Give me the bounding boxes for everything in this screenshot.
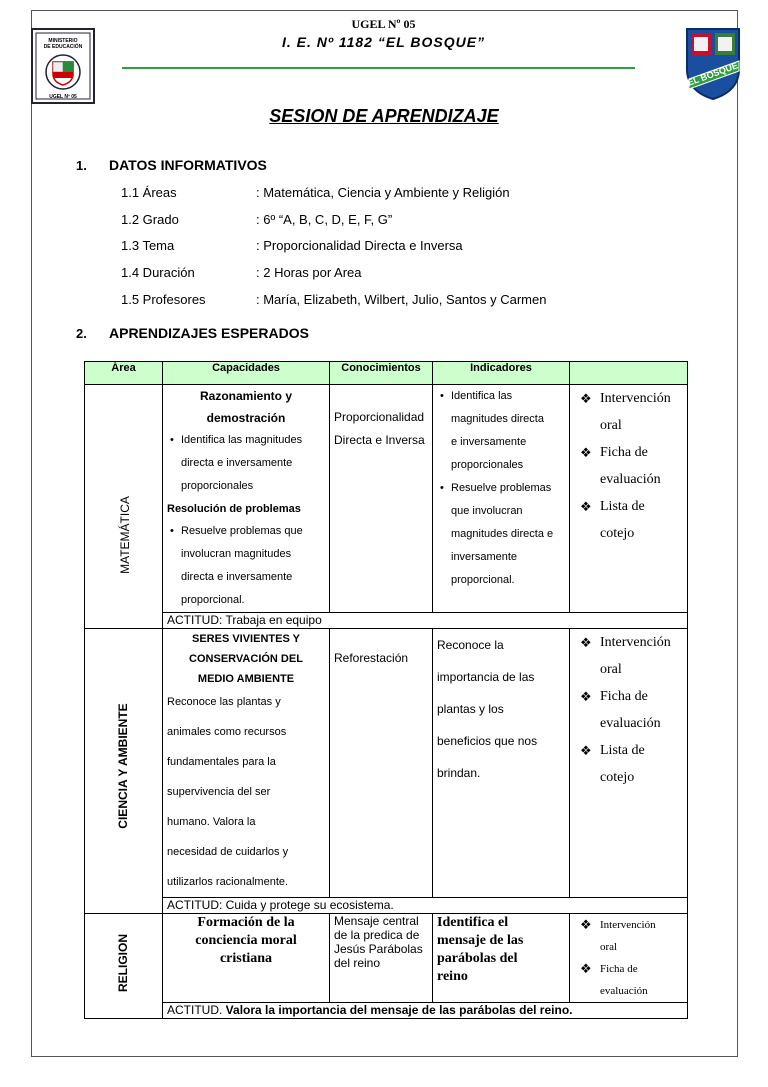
evaluacion-matematica xyxy=(570,385,688,613)
ind-bullet-identifica xyxy=(437,385,565,477)
actitud-prefix: ACTITUD. xyxy=(167,1003,226,1017)
cap-line: fundamentales para la xyxy=(167,756,276,768)
info-value-profesores: : María, Elizabeth, Wilbert, Julio, Santos y Carmen xyxy=(256,292,547,307)
info-label-tema: 1.3 Tema xyxy=(121,238,175,253)
info-label-duracion: 1.4 Duración xyxy=(121,265,195,280)
diamond-bullet-icon: ❖ xyxy=(580,917,592,932)
con-line: Reforestación xyxy=(334,651,409,665)
table-row-actitud-matematica xyxy=(85,613,688,629)
indicadores-ciencia xyxy=(433,629,570,898)
logo-school-text: EL BOSQUE xyxy=(686,60,740,88)
area-label-ciencia: CIENCIA Y AMBIENTE xyxy=(116,703,130,829)
area-label-religion: RELIGION xyxy=(116,934,130,993)
conocimientos-religion xyxy=(330,914,433,1003)
eval-line: cotejo xyxy=(600,526,635,541)
con-line: del reino xyxy=(334,956,381,970)
ind-line: Reconoce la xyxy=(437,638,504,652)
ind-line: plantas y los xyxy=(437,702,504,716)
ind-line: • Resuelve problemas xyxy=(451,482,552,494)
cap-line: directa e inversamente xyxy=(181,571,293,583)
ind-line: • Identifica las xyxy=(451,390,513,402)
diamond-bullet-icon: ❖ xyxy=(580,961,592,976)
con-line: Directa e Inversa xyxy=(334,433,425,447)
cap-line: • Resuelve problemas que xyxy=(181,525,303,537)
diamond-bullet-icon: ❖ xyxy=(580,635,592,650)
section1-title: DATOS INFORMATIVOS xyxy=(109,157,267,173)
cap-line: cristiana xyxy=(219,951,273,966)
indicadores-religion xyxy=(433,914,570,1003)
learning-table xyxy=(84,361,688,1019)
section1-number: 1. xyxy=(76,158,87,173)
section2-title: APRENDIZAJES ESPERADOS xyxy=(109,325,309,341)
page-title: SESION DE APRENDIZAJE xyxy=(269,106,499,126)
actitud-ciencia: ACTITUD: Cuida y protege su ecosistema. xyxy=(163,898,688,914)
info-value-duracion: : 2 Horas por Area xyxy=(256,265,362,280)
diamond-bullet-icon: ❖ xyxy=(580,391,592,406)
eval-item-intervencion xyxy=(574,629,683,683)
cap-line: necesidad de cuidarlos y xyxy=(167,846,289,858)
ind-line: proporcionales xyxy=(451,459,524,471)
diamond-bullet-icon: ❖ xyxy=(580,499,592,514)
actitud-religion xyxy=(163,1003,688,1019)
eval-item-intervencion xyxy=(574,914,683,958)
table-row-actitud-ciencia xyxy=(85,898,688,914)
cap-title-resolucion: Resolución de problemas xyxy=(167,503,301,515)
eval-line: Ficha de xyxy=(600,963,638,975)
ind-line: proporcional. xyxy=(451,574,515,586)
conocimientos-ciencia xyxy=(330,629,433,898)
eval-item-lista xyxy=(574,493,683,547)
cap-line: conciencia moral xyxy=(195,933,297,948)
ind-line: importancia de las xyxy=(437,670,535,684)
cap-line: Formación de la xyxy=(197,915,295,930)
info-label-grado: 1.2 Grado xyxy=(121,212,179,227)
evaluacion-ciencia xyxy=(570,629,688,898)
eval-line: Ficha de xyxy=(600,445,648,460)
header-evaluacion xyxy=(570,362,688,385)
cap-line: directa e inversamente xyxy=(181,457,293,469)
conocimientos-matematica xyxy=(330,385,433,613)
cap-bullet-resuelve xyxy=(167,520,325,612)
cap-title-line: SERES VIVIENTES Y xyxy=(191,633,300,645)
cap-text-ciencia xyxy=(167,687,325,897)
diamond-bullet-icon: ❖ xyxy=(580,689,592,704)
header-capacidades: Capacidades xyxy=(163,362,330,385)
cap-line: utilizarlos racionalmente. xyxy=(167,876,289,888)
cap-line: proporcionales xyxy=(181,480,254,492)
con-line: de la predica de xyxy=(334,928,420,942)
table-row-matematica xyxy=(85,385,688,613)
logo-ugel-text: UGEL Nº 05 xyxy=(49,94,77,100)
eval-line: cotejo xyxy=(600,770,635,785)
eval-item-ficha xyxy=(574,958,683,1002)
header-rule xyxy=(122,67,635,69)
header-conocimientos: Conocimientos xyxy=(330,362,433,385)
logo-ministry-text: MINISTERIO xyxy=(48,38,78,44)
eval-line: evaluación xyxy=(600,716,661,731)
eval-item-ficha xyxy=(574,683,683,737)
eval-line: Intervención xyxy=(600,635,671,650)
ugel-label: UGEL Nº 05 xyxy=(351,17,416,31)
info-label-areas: 1.1 Áreas xyxy=(121,185,177,200)
con-line: Proporcionalidad xyxy=(334,410,425,424)
ind-line: Identifica el xyxy=(437,915,509,930)
eval-line: oral xyxy=(600,941,618,953)
evaluacion-religion xyxy=(570,914,688,1003)
cap-line: animales como recursos xyxy=(167,726,287,738)
diamond-bullet-icon: ❖ xyxy=(580,743,592,758)
ind-text-ciencia xyxy=(437,629,565,789)
capacidades-religion xyxy=(163,914,330,1003)
info-label-profesores: 1.5 Profesores xyxy=(121,292,206,307)
eval-line: Ficha de xyxy=(600,689,648,704)
eval-item-intervencion xyxy=(574,385,683,439)
con-line: Mensaje central xyxy=(334,914,419,928)
eval-line: Intervención xyxy=(600,391,671,406)
cap-title-line: MEDIO AMBIENTE xyxy=(197,673,295,685)
eval-item-ficha xyxy=(574,439,683,493)
eval-line: evaluación xyxy=(600,985,648,997)
con-line: Jesús Parábolas xyxy=(334,942,423,956)
eval-line: Lista de xyxy=(600,743,645,758)
ind-line: brindan. xyxy=(437,766,481,780)
table-row-religion xyxy=(85,914,688,1003)
ind-line: que involucran xyxy=(451,505,523,517)
school-name: I. E. Nº 1182 “EL BOSQUE” xyxy=(281,34,486,50)
info-value-tema: : Proporcionalidad Directa e Inversa xyxy=(256,238,463,253)
cap-line: Reconoce las plantas y xyxy=(167,696,281,708)
cap-title-razonamiento: Razonamiento y xyxy=(199,389,292,403)
ind-line: parábolas del xyxy=(437,951,518,966)
area-label-matematica: MATEMÁTICA xyxy=(118,496,132,574)
ind-bullet-resuelve xyxy=(437,477,565,592)
header-indicadores: Indicadores xyxy=(433,362,570,385)
capacidades-ciencia xyxy=(163,629,330,898)
eval-line: Lista de xyxy=(600,499,645,514)
area-cell-matematica xyxy=(85,385,163,629)
ministry-logo-icon xyxy=(31,28,95,104)
ind-line: magnitudes directa xyxy=(451,413,544,425)
ind-line: mensaje de las xyxy=(437,933,524,948)
capacidades-matematica xyxy=(163,385,330,613)
ind-line: beneficios que nos xyxy=(437,734,538,748)
section2-number: 2. xyxy=(76,326,87,341)
cap-line: • Identifica las magnitudes xyxy=(181,434,303,446)
diamond-bullet-icon: ❖ xyxy=(580,445,592,460)
logo-education-text: DE EDUCACIÓN xyxy=(43,44,83,50)
table-header-row xyxy=(85,362,688,385)
indicadores-matematica xyxy=(433,385,570,613)
ind-line: magnitudes directa e xyxy=(451,528,554,540)
cap-line: involucran magnitudes xyxy=(181,548,292,560)
cap-bullet-identifica xyxy=(167,429,325,498)
ind-line: e inversamente xyxy=(451,436,527,448)
header-area: Área xyxy=(85,362,163,385)
school-shield-icon xyxy=(683,25,743,101)
info-value-areas: : Matemática, Ciencia y Ambiente y Religión xyxy=(256,185,510,200)
ind-line: reino xyxy=(437,969,468,984)
actitud-matematica: ACTITUD: Trabaja en equipo xyxy=(163,613,688,629)
cap-line: humano. Valora la xyxy=(167,816,256,828)
table-row-ciencia xyxy=(85,629,688,898)
actitud-bold: Valora la importancia del mensaje de las parábolas del reino. xyxy=(225,1003,573,1017)
eval-line: oral xyxy=(600,662,622,677)
eval-line: oral xyxy=(600,418,622,433)
cap-title-line: CONSERVACIÓN DEL xyxy=(189,653,303,665)
eval-line: evaluación xyxy=(600,472,661,487)
table-row-actitud-religion xyxy=(85,1003,688,1019)
area-cell-ciencia xyxy=(85,629,163,914)
eval-item-lista xyxy=(574,737,683,791)
ind-line: inversamente xyxy=(451,551,518,563)
eval-line: Intervención xyxy=(600,919,656,931)
cap-title-demostracion: demostración xyxy=(206,411,286,425)
area-cell-religion xyxy=(85,914,163,1019)
info-value-grado: : 6º “A, B, C, D, E, F, G” xyxy=(256,212,393,227)
cap-line: proporcional. xyxy=(181,594,245,606)
cap-line: supervivencia del ser xyxy=(167,786,271,798)
